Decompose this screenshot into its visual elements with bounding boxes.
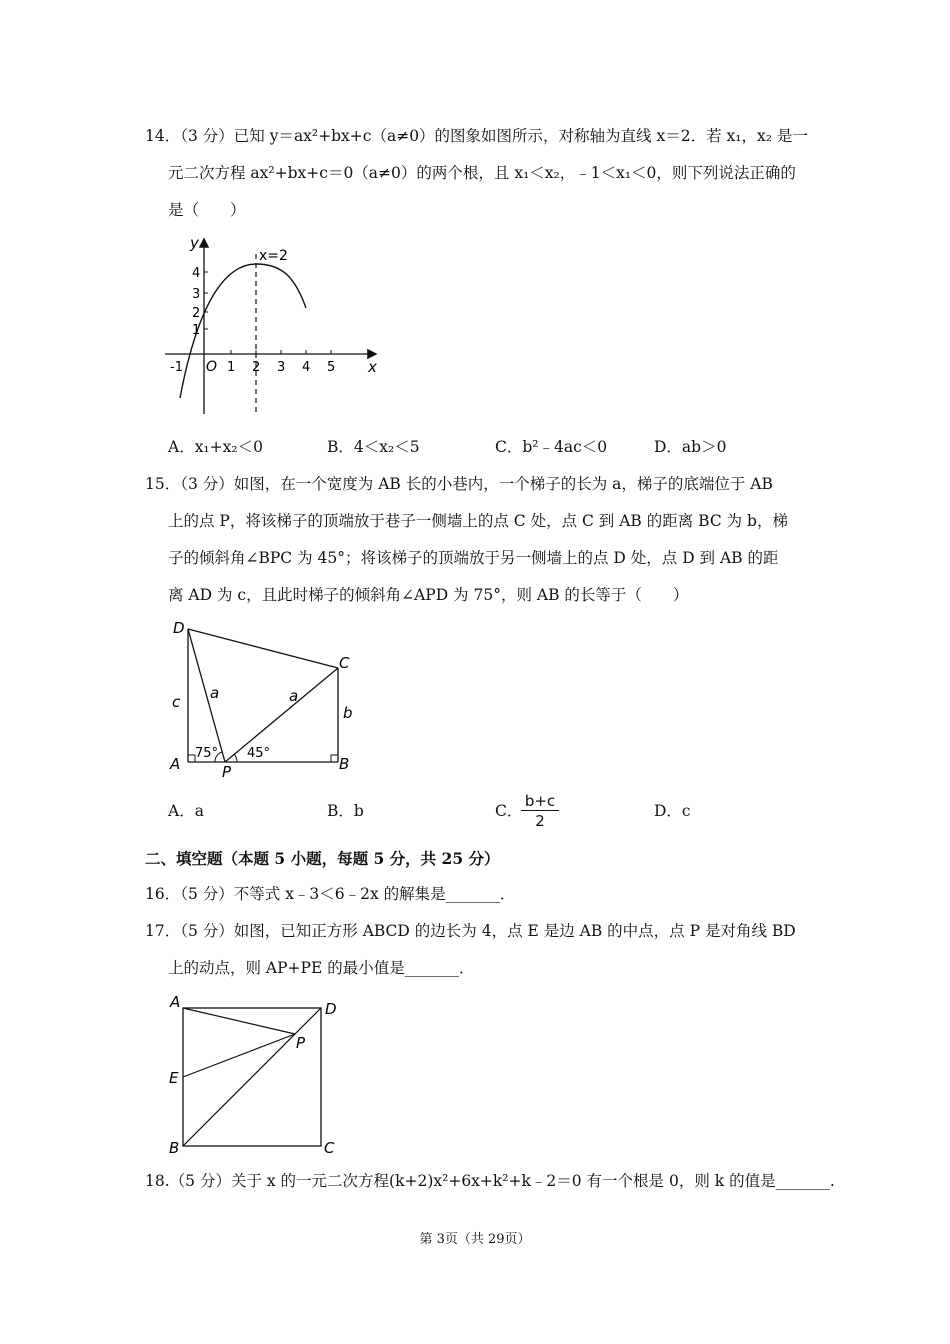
q15-line3: 子的倾斜角∠BPC 为 45°；将该梯子的顶端放于另一侧墙上的点 D 处，点 D 到 AB 的距 [168,549,779,567]
point-a-label: A [170,993,181,1011]
q14-option-c: C．b²﹣4ac＜0 [495,438,608,456]
q15-option-c-fraction [521,792,559,831]
side-b-label: b [343,704,353,722]
x-tick-label: 2 [252,360,261,375]
section-heading: 二、填空题（本题 5 小题，每题 5 分，共 25 分） [145,849,500,868]
point-b-label: B [339,755,350,773]
point-d-label: D [325,1000,337,1018]
side-a-label: a [289,687,299,705]
x-axis-label: x [368,358,377,376]
q17-line2: 上的动点，则 AP+PE 的最小值是_______． [168,959,475,977]
y-tick-label: 2 [192,306,201,321]
point-b-label: B [169,1139,180,1157]
angle-75-label: 75° [195,746,219,761]
ladder-pd [188,629,225,762]
point-c-label: C [339,654,350,672]
y-tick-label: 1 [192,323,201,338]
x-tick-label: 4 [302,360,311,375]
q17-square-figure [165,993,355,1158]
ladder-pc [225,668,338,762]
q15-line2: 上的点 P，将该梯子的顶端放于巷子一侧墙上的点 C 处，点 C 到 AB 的距离 BC 为 b，梯 [168,512,788,530]
q17-line1: 17．（5 分）如图，已知正方形 ABCD 的边长为 4，点 E 是边 AB 的中点，点 P 是对角线 BD [145,922,796,940]
q15-line1: 15．（3 分）如图，在一个宽度为 AB 长的小巷内，一个梯子的长为 a，梯子的底端位于 AB [145,475,773,493]
side-c-label: c [172,693,181,711]
q15-option-b: B．b [327,802,364,820]
point-c-label: C [324,1139,335,1157]
point-d-label: D [173,619,185,637]
fraction-denominator: 2 [535,812,545,830]
q14-line3: 是（ ） [168,201,246,219]
origin-label: O [206,359,218,375]
q14-line1: 14．（3 分）已知 y＝ax²+bx+c（a≠0）的图象如图所示，对称轴为直线 x＝2．若 x₁，x₂ 是一 [145,127,808,145]
x-tick-label: 3 [277,360,286,375]
y-axis-label: y [190,234,199,252]
q16-text: 16．（5 分）不等式 x﹣3＜6﹣2x 的解集是_______． [145,885,516,903]
q15-option-a: A．a [168,802,204,820]
q14-line2: 元二次方程 ax²+bx+c＝0（a≠0）的两个根，且 x₁＜x₂，﹣1＜x₁＜0，则下列说法正确的 [168,164,796,182]
x-tick-label: 5 [327,360,336,375]
q15-ladder-figure [165,615,365,785]
x-tick-label: 1 [227,360,236,375]
fraction-numerator: b+c [521,792,559,811]
symmetry-axis-label: x=2 [259,248,288,264]
q15-option-d: D．c [654,802,691,820]
y-tick-label: 4 [192,266,201,281]
q18-text: 18.（5 分）关于 x 的一元二次方程(k+2)x²+6x+k²+k﹣2＝0 有一个根是 0，则 k 的值是_______. [145,1172,835,1190]
point-p-label: P [296,1034,306,1052]
y-tick-label: 3 [192,287,201,302]
q14-parabola-graph [160,232,390,422]
q14-option-b: B．4＜x₂＜5 [327,438,420,456]
x-tick-label: -1 [170,360,183,375]
point-p-label: P [222,763,232,781]
q14-option-a: A．x₁+x₂＜0 [168,438,263,456]
q14-option-d: D．ab＞0 [654,438,727,456]
q15-option-c-prefix: C． [495,802,523,820]
angle-45-label: 45° [247,746,271,761]
diagonal-bd [183,1008,321,1146]
q15-line4: 离 AD 为 c，且此时梯子的倾斜角∠APD 为 75°，则 AB 的长等于（ ） [168,586,689,604]
point-e-label: E [169,1069,179,1087]
point-a-label: A [170,755,181,773]
side-a-label: a [210,684,220,702]
page-footer: 第 3页（共 29页） [419,1232,531,1247]
